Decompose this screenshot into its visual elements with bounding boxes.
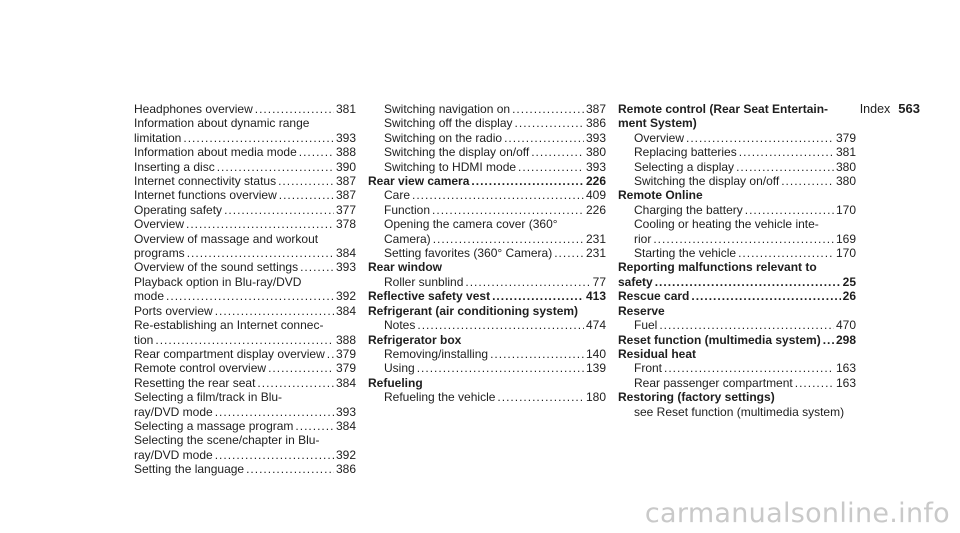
entry-text: Care bbox=[384, 188, 411, 203]
entry-page-number: 379 bbox=[335, 346, 356, 361]
index-entry bbox=[368, 275, 606, 289]
index-heading: Restoring (factory settings) bbox=[618, 390, 775, 405]
index-subentry-line: Playback option in Blu-ray/DVD bbox=[134, 274, 302, 289]
entry-page-number: 387 bbox=[585, 102, 606, 116]
entry-text: Rescue card bbox=[618, 289, 690, 304]
dot-leader bbox=[299, 145, 334, 159]
index-entry bbox=[368, 203, 606, 217]
entry-text: Refueling the vehicle bbox=[384, 390, 496, 405]
index-entry bbox=[118, 462, 356, 476]
entry-page-number: 381 bbox=[835, 145, 856, 160]
entry-text: Information about media mode bbox=[134, 145, 297, 160]
entry-page-number: 388 bbox=[335, 145, 356, 160]
index-heading: Reserve bbox=[618, 303, 665, 318]
entry-page-number: 392 bbox=[335, 447, 356, 462]
entry-text: Rear compartment display overview bbox=[134, 346, 325, 361]
watermark[interactable]: carmanualsonline.info bbox=[644, 498, 950, 529]
index-entry bbox=[118, 333, 356, 347]
dot-leader bbox=[268, 361, 334, 375]
dot-leader bbox=[224, 203, 334, 217]
index-heading: Remote Online bbox=[618, 188, 703, 203]
index-entry bbox=[618, 246, 856, 260]
dot-leader bbox=[327, 347, 334, 361]
entry-page-number: 384 bbox=[335, 303, 356, 318]
dot-leader bbox=[795, 376, 834, 390]
entry-text: Headphones overview bbox=[134, 102, 253, 116]
entry-page-number: 386 bbox=[335, 462, 356, 477]
index-subentry-line: Opening the camera cover (360° bbox=[384, 217, 558, 232]
index-heading: ment System) bbox=[618, 116, 697, 131]
entry-page-number: 170 bbox=[835, 202, 856, 217]
entry-page-number: 180 bbox=[585, 390, 606, 405]
index-entry bbox=[618, 203, 856, 217]
entry-text: Reflective safety vest bbox=[368, 289, 491, 304]
entry-page-number: 377 bbox=[335, 202, 356, 217]
dot-leader bbox=[736, 160, 834, 174]
index-entry bbox=[618, 160, 856, 174]
entry-page-number: 470 bbox=[835, 318, 856, 333]
dot-leader bbox=[255, 102, 334, 116]
entry-text: safety bbox=[618, 274, 653, 289]
header-label: Index bbox=[859, 102, 891, 116]
entry-page-number: 384 bbox=[335, 246, 356, 261]
index-entry bbox=[368, 116, 606, 130]
entry-text: rior bbox=[634, 231, 652, 246]
dot-leader bbox=[433, 232, 584, 246]
entry-text: Internet connectivity status bbox=[134, 174, 277, 189]
dot-leader bbox=[295, 419, 334, 433]
entry-page-number: 393 bbox=[335, 260, 356, 275]
entry-text: Inserting a disc bbox=[134, 159, 215, 174]
index-entry bbox=[618, 232, 856, 246]
dot-leader bbox=[497, 390, 584, 404]
index-entry bbox=[118, 131, 356, 145]
index-entry bbox=[118, 376, 356, 390]
entry-page-number: 387 bbox=[335, 174, 356, 189]
dot-leader bbox=[432, 203, 584, 217]
index-heading: Residual heat bbox=[618, 346, 697, 361]
dot-leader bbox=[155, 333, 334, 347]
entry-page-number: 409 bbox=[585, 188, 606, 203]
entry-page-number: 169 bbox=[835, 231, 856, 246]
entry-page-number: 231 bbox=[585, 231, 606, 246]
entry-page-number: 393 bbox=[335, 404, 356, 419]
index-entry bbox=[618, 174, 856, 188]
entry-text: ray/DVD mode bbox=[134, 447, 213, 462]
index-heading: Remote control (Rear Seat Entertain- bbox=[618, 102, 829, 116]
entry-text: Reset function (multimedia system) bbox=[618, 332, 821, 347]
index-entry bbox=[368, 188, 606, 202]
entry-text: mode bbox=[134, 289, 165, 304]
dot-leader bbox=[659, 318, 834, 332]
dot-leader bbox=[512, 102, 584, 116]
entry-text: limitation bbox=[134, 130, 182, 145]
index-entry bbox=[368, 390, 606, 404]
dot-leader bbox=[554, 246, 584, 260]
index-entry bbox=[118, 145, 356, 159]
index-entry bbox=[118, 160, 356, 174]
entry-text: Roller sunblind bbox=[384, 274, 464, 289]
index-heading-entry bbox=[368, 289, 606, 303]
entry-text: Internet functions overview bbox=[134, 188, 277, 203]
index-entry bbox=[368, 102, 606, 116]
index-heading-entry bbox=[368, 174, 606, 188]
index-heading: Refrigerator box bbox=[368, 332, 462, 347]
dot-leader bbox=[215, 448, 334, 462]
entry-text: Using bbox=[384, 361, 415, 376]
entry-page-number: 379 bbox=[335, 361, 356, 376]
dot-leader bbox=[246, 462, 334, 476]
entry-text: Selecting a massage program bbox=[134, 418, 294, 433]
entry-page-number: 393 bbox=[585, 130, 606, 145]
dot-leader bbox=[492, 289, 584, 303]
index-entry bbox=[118, 448, 356, 462]
dot-leader bbox=[257, 376, 334, 390]
index-entry bbox=[618, 376, 856, 390]
entry-page-number: 392 bbox=[335, 289, 356, 304]
entry-text: Operating safety bbox=[134, 202, 223, 217]
entry-page-number: 378 bbox=[335, 217, 356, 232]
entry-text: Switching to HDMI mode bbox=[384, 159, 517, 174]
index-heading-entry bbox=[618, 333, 856, 347]
entry-text: Notes bbox=[384, 318, 416, 333]
index-entry bbox=[618, 318, 856, 332]
index-entry bbox=[118, 260, 356, 274]
index-column-2 bbox=[368, 102, 606, 405]
entry-page-number: 163 bbox=[835, 375, 856, 390]
dot-leader bbox=[490, 347, 584, 361]
index-entry bbox=[118, 289, 356, 303]
entry-page-number: 26 bbox=[842, 289, 856, 304]
entry-page-number: 413 bbox=[585, 289, 606, 304]
entry-text: Switching off the display bbox=[384, 116, 513, 131]
index-entry bbox=[368, 347, 606, 361]
dot-leader bbox=[739, 145, 834, 159]
index-entry bbox=[368, 145, 606, 159]
entry-page-number: 387 bbox=[335, 188, 356, 203]
entry-text: Switching navigation on bbox=[384, 102, 511, 116]
dot-leader bbox=[664, 361, 834, 375]
entry-page-number: 139 bbox=[585, 361, 606, 376]
index-entry bbox=[368, 361, 606, 375]
dot-leader bbox=[215, 304, 334, 318]
index-entry bbox=[368, 232, 606, 246]
dot-leader bbox=[465, 275, 590, 289]
index-entry bbox=[618, 361, 856, 375]
dot-leader bbox=[745, 203, 834, 217]
entry-text: Setting the language bbox=[134, 462, 245, 477]
index-entry bbox=[118, 419, 356, 433]
entry-page-number: 384 bbox=[335, 418, 356, 433]
index-heading: Reporting malfunctions relevant to bbox=[618, 260, 817, 275]
entry-text: Front bbox=[634, 361, 663, 376]
dot-leader bbox=[186, 217, 334, 231]
entry-page-number: 386 bbox=[585, 116, 606, 131]
index-entry bbox=[368, 131, 606, 145]
entry-page-number: 226 bbox=[585, 202, 606, 217]
index-entry bbox=[118, 217, 356, 231]
index-entry bbox=[368, 160, 606, 174]
index-heading-entry bbox=[618, 275, 856, 289]
index-entry bbox=[118, 174, 356, 188]
dot-leader bbox=[531, 145, 584, 159]
index-column-3 bbox=[618, 102, 856, 419]
index-heading: Refueling bbox=[368, 375, 423, 390]
index-entry bbox=[118, 405, 356, 419]
entry-page-number: 77 bbox=[592, 274, 606, 289]
entry-text: ray/DVD mode bbox=[134, 404, 213, 419]
dot-leader bbox=[217, 160, 334, 174]
dot-leader bbox=[278, 174, 334, 188]
entry-text: Overview bbox=[134, 217, 185, 232]
index-entry bbox=[118, 188, 356, 202]
page-number: 563 bbox=[898, 101, 920, 116]
index-entry bbox=[618, 145, 856, 159]
entry-page-number: 474 bbox=[585, 318, 606, 333]
index-subentry-line: Selecting a film/track in Blu- bbox=[134, 390, 283, 405]
entry-text: Fuel bbox=[634, 318, 658, 333]
index-subentry-line: Information about dynamic range bbox=[134, 116, 310, 131]
entry-page-number: 226 bbox=[585, 174, 606, 189]
index-subentry-line: see Reset function (multimedia system) bbox=[634, 404, 845, 419]
dot-leader bbox=[215, 405, 334, 419]
dot-leader bbox=[504, 131, 584, 145]
entry-text: tion bbox=[134, 332, 154, 347]
entry-page-number: 384 bbox=[335, 375, 356, 390]
entry-text: Charging the battery bbox=[634, 202, 743, 217]
entry-text: Camera) bbox=[384, 231, 431, 246]
entry-page-number: 380 bbox=[835, 174, 856, 189]
entry-text: Overview of the sound settings bbox=[134, 260, 299, 275]
index-column-1 bbox=[118, 102, 356, 477]
entry-page-number: 379 bbox=[835, 130, 856, 145]
dot-leader bbox=[412, 188, 584, 202]
index-entry bbox=[118, 304, 356, 318]
dot-leader bbox=[691, 289, 840, 303]
dot-leader bbox=[686, 131, 834, 145]
dot-leader bbox=[823, 333, 834, 347]
index-entry bbox=[118, 361, 356, 375]
dot-leader bbox=[738, 246, 834, 260]
dot-leader bbox=[166, 289, 334, 303]
entry-text: Rear passenger compartment bbox=[634, 375, 793, 390]
entry-text: Setting favorites (360° Camera) bbox=[384, 246, 553, 261]
entry-text: Ports overview bbox=[134, 303, 213, 318]
index-entry bbox=[118, 203, 356, 217]
dot-leader bbox=[655, 275, 841, 289]
dot-leader bbox=[518, 160, 584, 174]
index-entry bbox=[118, 347, 356, 361]
index-subentry-line: Overview of massage and workout bbox=[134, 231, 319, 246]
entry-text: Switching the display on/off bbox=[634, 174, 780, 189]
entry-text: Resetting the rear seat bbox=[134, 375, 256, 390]
dot-leader bbox=[471, 174, 584, 188]
dot-leader bbox=[515, 116, 584, 130]
index-entry bbox=[618, 131, 856, 145]
entry-text: Switching on the radio bbox=[384, 130, 503, 145]
entry-page-number: 380 bbox=[585, 145, 606, 160]
entry-text: Rear view camera bbox=[368, 174, 470, 189]
dot-leader bbox=[300, 260, 334, 274]
entry-text: Selecting a display bbox=[634, 159, 735, 174]
index-entry bbox=[368, 318, 606, 332]
dot-leader bbox=[417, 318, 584, 332]
index-subentry-line: Cooling or heating the vehicle inte- bbox=[634, 217, 819, 232]
dot-leader bbox=[781, 174, 834, 188]
entry-page-number: 388 bbox=[335, 332, 356, 347]
dot-leader bbox=[183, 131, 334, 145]
entry-text: Overview bbox=[634, 130, 685, 145]
index-entry bbox=[118, 246, 356, 260]
dot-leader bbox=[417, 361, 584, 375]
index-subentry-line: Re-establishing an Internet connec- bbox=[134, 318, 324, 333]
index-heading-entry bbox=[618, 289, 856, 303]
entry-text: Removing/installing bbox=[384, 346, 489, 361]
dot-leader bbox=[653, 232, 834, 246]
page-header bbox=[860, 101, 920, 116]
entry-text: Replacing batteries bbox=[634, 145, 737, 160]
index-heading: Refrigerant (air conditioning system) bbox=[368, 303, 579, 318]
entry-page-number: 163 bbox=[835, 361, 856, 376]
dot-leader bbox=[187, 246, 334, 260]
entry-page-number: 381 bbox=[335, 102, 356, 116]
entry-page-number: 298 bbox=[835, 332, 856, 347]
dot-leader bbox=[279, 188, 334, 202]
entry-text: Starting the vehicle bbox=[634, 246, 737, 261]
entry-page-number: 140 bbox=[585, 346, 606, 361]
entry-text: Remote control overview bbox=[134, 361, 267, 376]
index-heading: Rear window bbox=[368, 260, 443, 275]
entry-page-number: 393 bbox=[335, 130, 356, 145]
entry-page-number: 231 bbox=[585, 246, 606, 261]
index-entry bbox=[118, 102, 356, 116]
entry-page-number: 170 bbox=[835, 246, 856, 261]
entry-text: Switching the display on/off bbox=[384, 145, 530, 160]
entry-text: Function bbox=[384, 202, 431, 217]
index-entry bbox=[368, 246, 606, 260]
entry-page-number: 393 bbox=[585, 159, 606, 174]
entry-page-number: 25 bbox=[842, 274, 856, 289]
entry-page-number: 380 bbox=[835, 159, 856, 174]
entry-text: programs bbox=[134, 246, 185, 261]
entry-page-number: 390 bbox=[335, 159, 356, 174]
index-subentry-line: Selecting the scene/chapter in Blu- bbox=[134, 433, 320, 448]
